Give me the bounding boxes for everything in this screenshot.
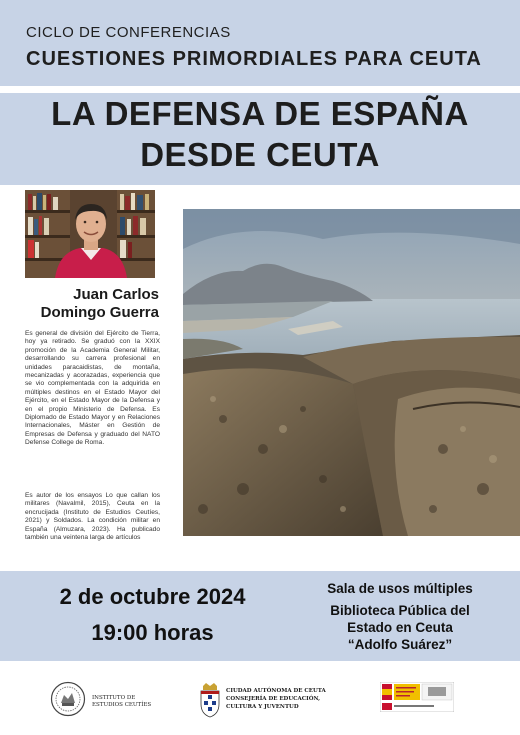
speaker-name-line-2: Domingo Guerra xyxy=(40,304,159,321)
ciudad-autonoma-text-3: CULTURA Y JUVENTUD xyxy=(226,704,299,710)
main-title-line-1: LA DEFENSA DE ESPAÑA xyxy=(51,95,469,132)
speaker-bio-paragraph-2: Es autor de los ensayos Lo que callan los militares (Navalmil, 2015), Ceuta en la encrucijada (Instituto de Estudios Ceutíes, 2021) y Soldados. La condición militar en España (Almuzara, 2023). Ha publicado también una veintena larga de artículos xyxy=(25,492,160,542)
event-date: 2 de octubre 2024 xyxy=(59,584,246,609)
venue-line-2: Biblioteca Pública del xyxy=(330,603,470,618)
gobierno-espana-ministerio-logo xyxy=(380,682,454,712)
series-label: CICLO DE CONFERENCIAS xyxy=(26,24,231,41)
ciudad-autonoma-text-1: CIUDAD AUTÓNOMA DE CEUTA xyxy=(226,688,326,694)
event-time: 19:00 horas xyxy=(91,620,214,645)
speaker-bio-paragraph-1: Es general de división del Ejército de Tierra, hoy ya retirado. Se graduó con la XXIX promoción de la Academia General Militar, desarrollando su carrera profesional en unidades paracaidistas, de montaña, mecanizadas y acorazadas, experiencia que se vio complementada con la adquirida en múltiples destinos en el Estado Mayor del Ejército, en el Estado Mayor de la Defensa y en el propio Ministerio de Defensa. Es Diplomado de Estado Mayor y en Relaciones Internacionales, Máster en Gestión de Empresas de Defensa y graduado del NATO Defense College de Roma. xyxy=(25,330,160,447)
speaker-name-line-1: Juan Carlos xyxy=(73,286,159,303)
ceuta-landscape-photo xyxy=(183,209,520,536)
ceuta-coat-of-arms-icon xyxy=(198,682,222,718)
header-band xyxy=(0,0,520,86)
main-title-line-2: DESDE CEUTA xyxy=(140,136,380,173)
venue-line-1: Sala de usos múltiples xyxy=(327,581,473,596)
venue-line-3: Estado en Ceuta xyxy=(347,620,453,635)
venue-line-4: “Adolfo Suárez” xyxy=(347,637,453,652)
instituto-logo-text-2: ESTUDIOS CEUTÍES xyxy=(92,702,152,708)
ciudad-autonoma-text-2: CONSEJERÍA DE EDUCACIÓN, xyxy=(226,696,321,702)
instituto-logo-text-1: INSTITUTO DE xyxy=(92,695,136,701)
instituto-estudios-ceuties-logo xyxy=(50,681,86,717)
speaker-portrait xyxy=(25,190,155,278)
series-title: CUESTIONES PRIMORDIALES PARA CEUTA xyxy=(26,48,482,70)
